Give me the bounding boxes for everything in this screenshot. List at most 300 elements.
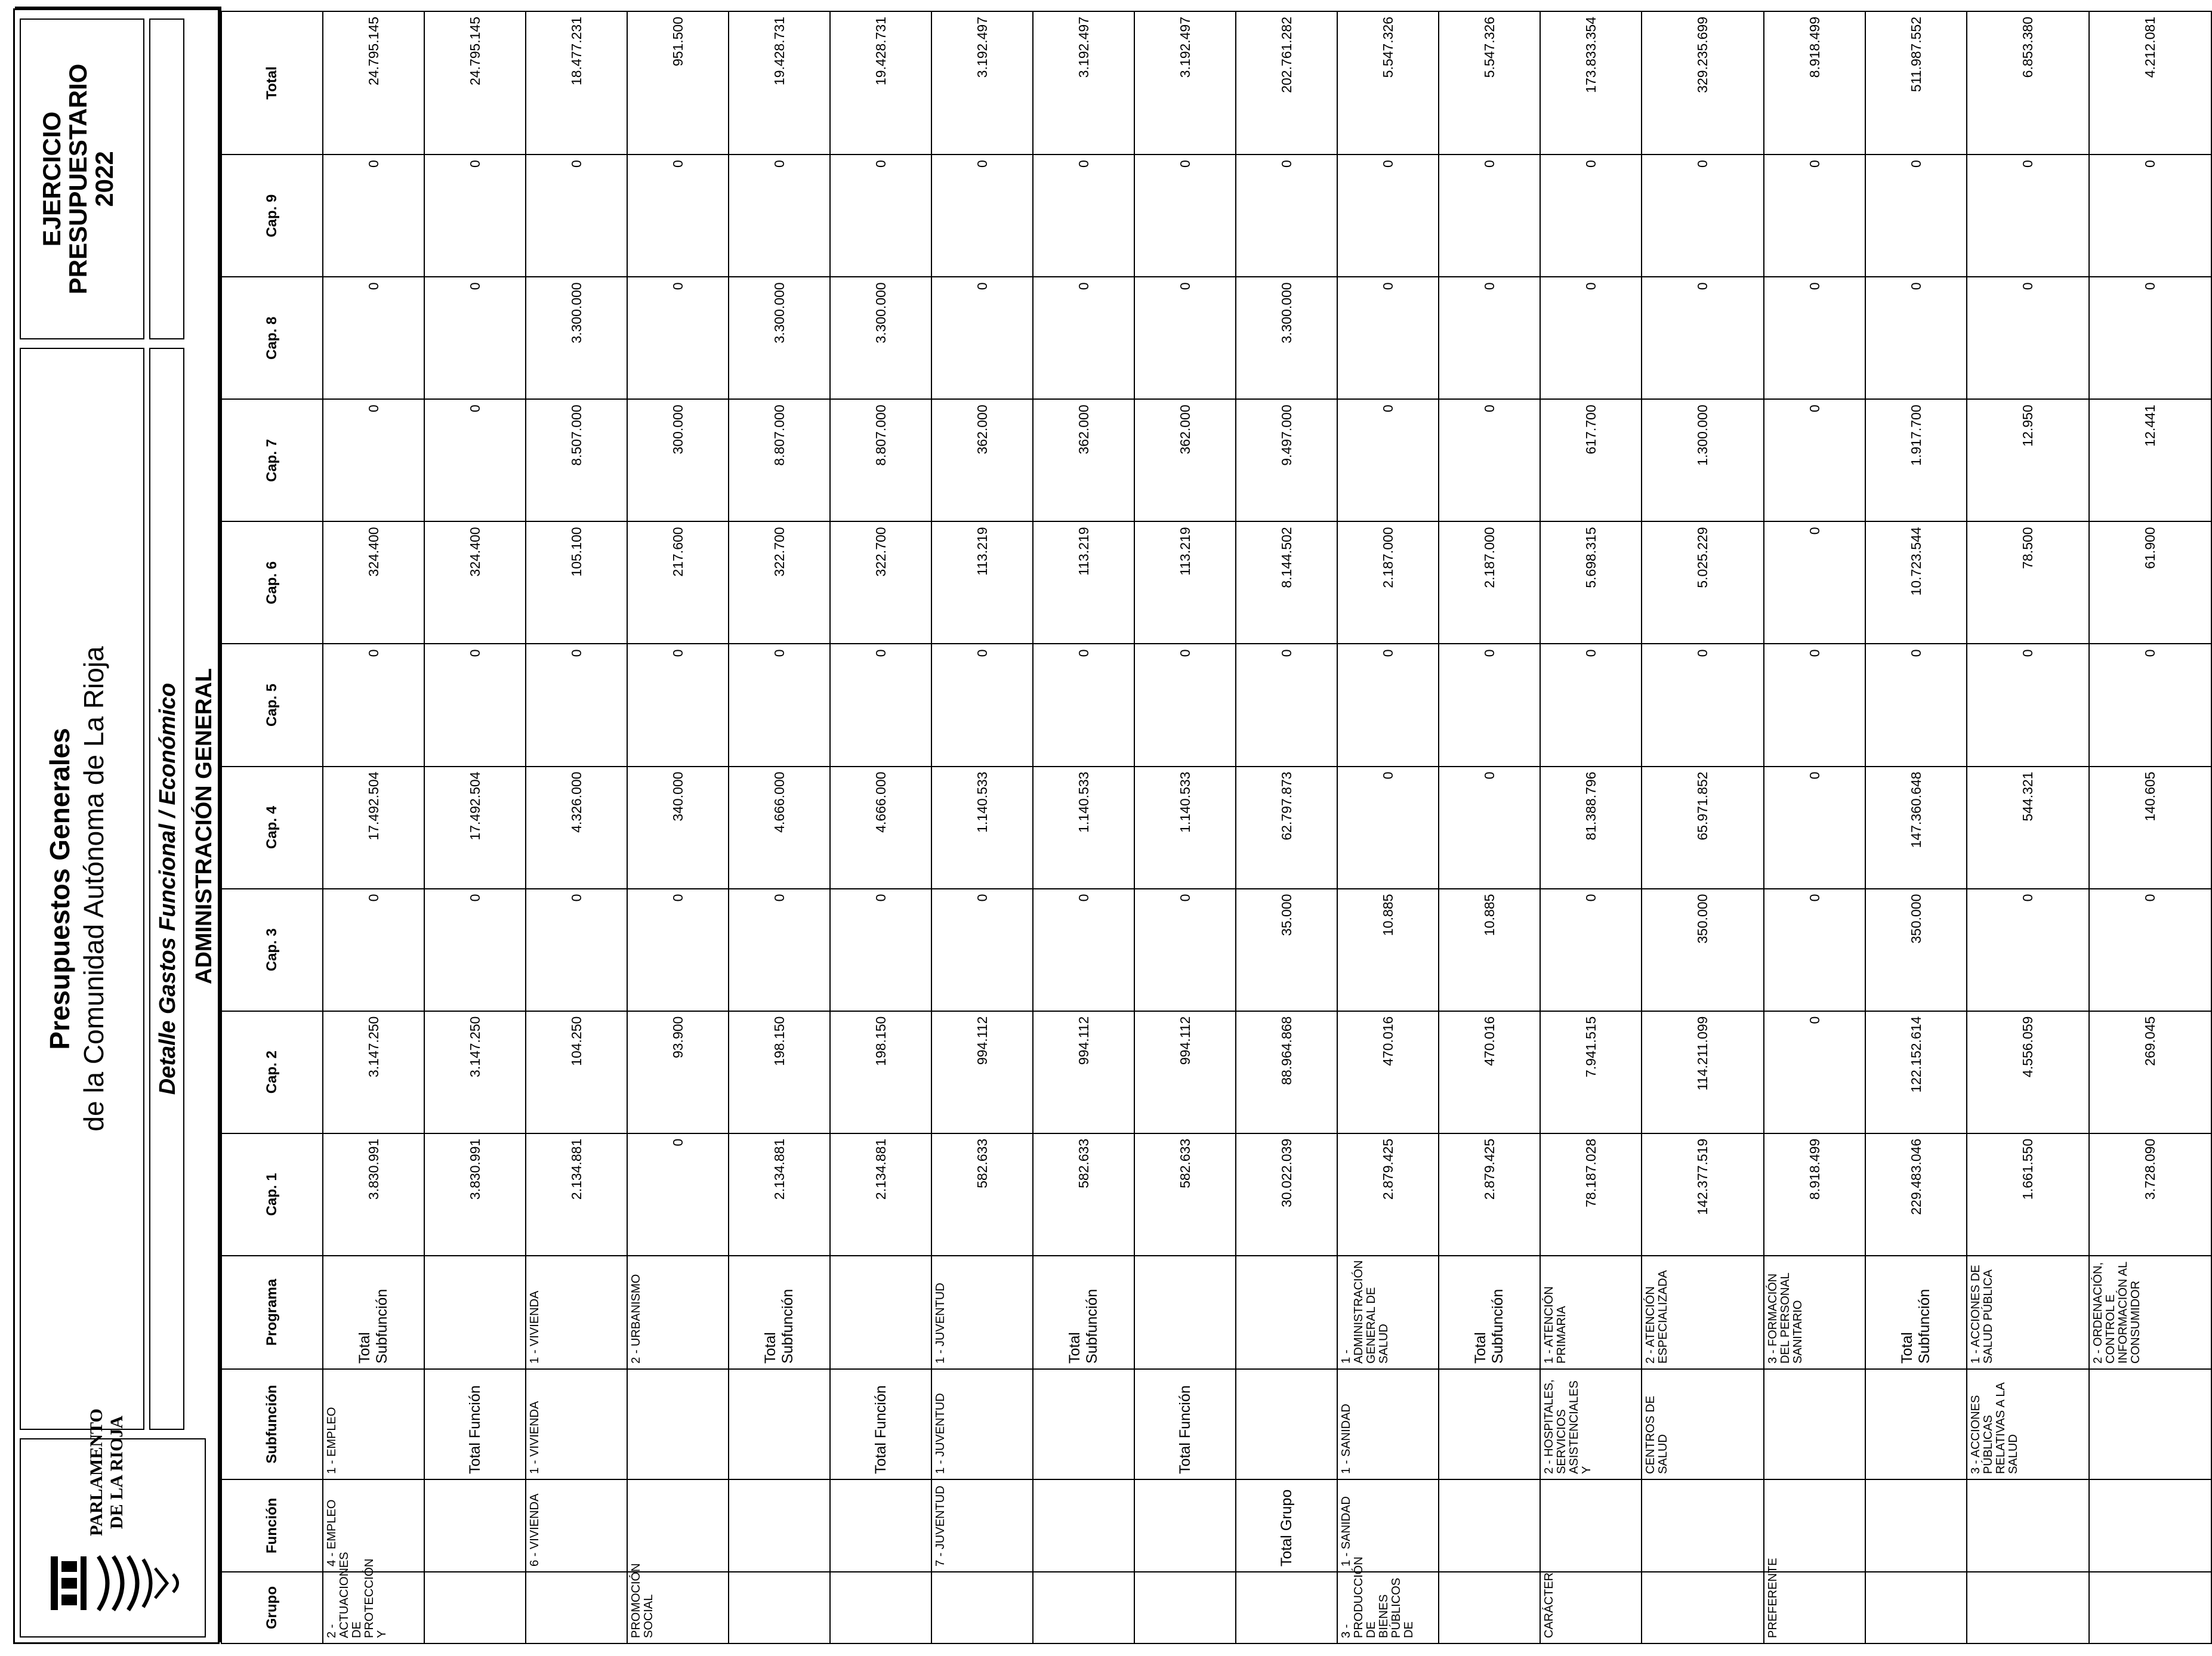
table-row: [1540, 11, 1642, 1643]
cell-grupo: [1642, 1572, 1764, 1643]
cell-value: 30.022.039: [1236, 1133, 1337, 1256]
cell-subfuncion: 1 - SANIDAD: [1337, 1369, 1439, 1479]
cell-value: 0: [1033, 644, 1134, 766]
column-header: Subfunción: [221, 1369, 323, 1479]
cell-programa: 1 - VIVIENDA: [526, 1256, 627, 1369]
cell-value: 3.192.497: [1134, 11, 1236, 155]
cell-value: 0: [1764, 889, 1865, 1011]
budget-table: [221, 11, 2212, 1644]
cell-value: 0: [1439, 277, 1540, 399]
cell-funcion: [1540, 1479, 1642, 1572]
cell-value: 0: [2089, 889, 2211, 1011]
cell-value: 300.000: [627, 399, 729, 521]
cell-grupo: [1967, 1572, 2089, 1643]
cell-value: 9.497.000: [1236, 399, 1337, 521]
column-header: Cap. 4: [221, 767, 323, 889]
cell-value: 81.388.796: [1540, 767, 1642, 889]
cell-value: 61.900: [2089, 521, 2211, 644]
cell-value: 0: [2089, 644, 2211, 766]
cell-programa: 2 - ATENCIÓN ESPECIALIZADA: [1642, 1256, 1764, 1369]
table-row: [1439, 11, 1540, 1643]
cell-funcion: [729, 1479, 830, 1572]
title-box: [20, 348, 144, 1430]
cell-programa: 1 - ATENCIÓN PRIMARIA: [1540, 1256, 1642, 1369]
cell-value: 202.761.282: [1236, 11, 1337, 155]
cell-value: 93.900: [627, 1011, 729, 1133]
cell-value: 269.045: [2089, 1011, 2211, 1133]
column-header: Programa: [221, 1256, 323, 1369]
cell-value: 0: [931, 155, 1033, 277]
cell-value: 122.152.614: [1865, 1011, 1967, 1133]
cell-value: 0: [1642, 644, 1764, 766]
cell-value: 147.360.648: [1865, 767, 1967, 889]
cell-value: 994.112: [1033, 1011, 1134, 1133]
cell-value: 0: [729, 889, 830, 1011]
cell-value: 0: [830, 889, 931, 1011]
cell-value: 4.326.000: [526, 767, 627, 889]
cell-grupo: [1439, 1572, 1540, 1643]
cell-funcion: [1967, 1479, 2089, 1572]
cell-value: 0: [931, 644, 1033, 766]
ejercicio-line2: PRESUPUESTARIO: [64, 63, 92, 295]
title-line1: Presupuestos Generales: [44, 728, 75, 1050]
cell-value: 1.140.533: [1134, 767, 1236, 889]
cell-value: 951.500: [627, 11, 729, 155]
table-row: [1236, 11, 1337, 1643]
cell-subfuncion: 2 - HOSPITALES, SERVICIOS ASISTENCIALES Y: [1540, 1369, 1642, 1479]
cell-value: 362.000: [1134, 399, 1236, 521]
cell-value: 0: [1540, 889, 1642, 1011]
cell-value: 3.147.250: [424, 1011, 526, 1133]
cell-grupo: [2089, 1572, 2211, 1643]
table-body: [323, 11, 2211, 1643]
cell-value: 544.321: [1967, 767, 2089, 889]
column-header: Función: [221, 1479, 323, 1572]
cell-value: 142.377.519: [1642, 1133, 1764, 1256]
cell-value: 0: [2089, 277, 2211, 399]
cell-subfuncion: [1764, 1369, 1865, 1479]
cell-value: 4.666.000: [729, 767, 830, 889]
cell-value: 0: [1236, 644, 1337, 766]
cell-value: 1.917.700: [1865, 399, 1967, 521]
cell-value: 8.807.000: [830, 399, 931, 521]
cell-value: 0: [526, 889, 627, 1011]
cell-value: 0: [424, 644, 526, 766]
cell-value: 229.483.046: [1865, 1133, 1967, 1256]
cell-value: 0: [1134, 889, 1236, 1011]
cell-subfuncion: [2089, 1369, 2211, 1479]
cell-value: 0: [1134, 277, 1236, 399]
table-row: [1134, 11, 1236, 1643]
cell-value: 0: [1764, 521, 1865, 644]
cell-value: 0: [1134, 644, 1236, 766]
cell-subfuncion: [627, 1369, 729, 1479]
cell-value: 6.853.380: [1967, 11, 2089, 155]
cell-value: 0: [1439, 767, 1540, 889]
table-row: [1337, 11, 1439, 1643]
cell-funcion: [1134, 1479, 1236, 1572]
cell-value: 582.633: [1134, 1133, 1236, 1256]
cell-subfuncion: 3 - ACCIONES PÚBLICAS RELATIVAS A LA SALUD: [1967, 1369, 2089, 1479]
document-header: [13, 8, 220, 1644]
cell-value: 470.016: [1337, 1011, 1439, 1133]
cell-value: 8.507.000: [526, 399, 627, 521]
cell-value: 2.187.000: [1439, 521, 1540, 644]
cell-grupo: [1134, 1572, 1236, 1643]
cell-value: 0: [1642, 155, 1764, 277]
cell-programa: 1 - JUVENTUD: [931, 1256, 1033, 1369]
cell-value: 0: [1540, 155, 1642, 277]
cell-value: 5.698.315: [1540, 521, 1642, 644]
cell-grupo: [526, 1572, 627, 1643]
ejercicio-line1: EJERCICIO: [38, 111, 66, 247]
cell-funcion: [1033, 1479, 1134, 1572]
cell-value: 12.441: [2089, 399, 2211, 521]
cell-value: 1.140.533: [931, 767, 1033, 889]
cell-value: 994.112: [931, 1011, 1033, 1133]
cell-value: 0: [1967, 155, 2089, 277]
section-title: ADMINISTRACIÓN GENERAL: [192, 668, 217, 984]
cell-value: 0: [627, 644, 729, 766]
cell-value: 322.700: [729, 521, 830, 644]
cell-value: 88.964.868: [1236, 1011, 1337, 1133]
cell-grupo: 3 - PRODUCCIÓN DE BIENES PÚBLICOS DE: [1337, 1572, 1439, 1643]
cell-programa: [1134, 1256, 1236, 1369]
cell-funcion: 7 - JUVENTUD: [931, 1479, 1033, 1572]
cell-value: 113.219: [1033, 521, 1134, 644]
cell-funcion: [830, 1479, 931, 1572]
table-row: [526, 11, 627, 1643]
cell-value: 78.187.028: [1540, 1133, 1642, 1256]
cell-funcion: 1 - SANIDAD: [1337, 1479, 1439, 1572]
column-header: Cap. 7: [221, 399, 323, 521]
cell-value: 0: [830, 644, 931, 766]
table-row: [627, 11, 729, 1643]
cell-value: 1.300.000: [1642, 399, 1764, 521]
cell-value: 0: [1337, 399, 1439, 521]
cell-grupo: [424, 1572, 526, 1643]
cell-value: 0: [1337, 277, 1439, 399]
cell-value: 0: [323, 889, 424, 1011]
cell-value: 0: [1134, 155, 1236, 277]
cell-value: 470.016: [1439, 1011, 1540, 1133]
table-row: [1764, 11, 1865, 1643]
cell-value: 8.807.000: [729, 399, 830, 521]
cell-value: 1.140.533: [1033, 767, 1134, 889]
cell-funcion: 6 - VIVIENDA: [526, 1479, 627, 1572]
cell-value: 0: [1764, 767, 1865, 889]
cell-grupo: [729, 1572, 830, 1643]
cell-value: 8.918.499: [1764, 1133, 1865, 1256]
cell-value: 362.000: [931, 399, 1033, 521]
cell-value: 62.797.873: [1236, 767, 1337, 889]
cell-value: 198.150: [830, 1011, 931, 1133]
cell-value: 35.000: [1236, 889, 1337, 1011]
cell-value: 3.300.000: [1236, 277, 1337, 399]
cell-value: 3.830.991: [323, 1133, 424, 1256]
cell-funcion: [2089, 1479, 2211, 1572]
cell-value: 0: [323, 644, 424, 766]
cell-value: 350.000: [1642, 889, 1764, 1011]
cell-value: 113.219: [931, 521, 1033, 644]
cell-programa: Total Subfunción: [1033, 1256, 1134, 1369]
cell-subfuncion: [1439, 1369, 1540, 1479]
cell-value: 0: [323, 155, 424, 277]
cell-value: 17.492.504: [323, 767, 424, 889]
cell-subfuncion: CENTROS DE SALUD: [1642, 1369, 1764, 1479]
cell-grupo: [830, 1572, 931, 1643]
cell-value: 0: [931, 889, 1033, 1011]
cell-subfuncion: Total Función: [1134, 1369, 1236, 1479]
cell-value: 0: [1540, 277, 1642, 399]
cell-grupo: PREFERENTE: [1764, 1572, 1865, 1643]
cell-value: 0: [1764, 155, 1865, 277]
cell-value: 324.400: [424, 521, 526, 644]
cell-value: 8.144.502: [1236, 521, 1337, 644]
cell-subfuncion: [729, 1369, 830, 1479]
cell-programa: [1236, 1256, 1337, 1369]
cell-value: 0: [1540, 644, 1642, 766]
cell-value: 4.212.081: [2089, 11, 2211, 155]
cell-value: 4.556.059: [1967, 1011, 2089, 1133]
cell-grupo: PROMOCIÓN SOCIAL: [627, 1572, 729, 1643]
cell-value: 0: [729, 644, 830, 766]
column-header: Cap. 8: [221, 277, 323, 399]
cell-grupo: CARÁCTER: [1540, 1572, 1642, 1643]
table-row: [1865, 11, 1967, 1643]
column-header: Cap. 2: [221, 1011, 323, 1133]
cell-programa: Total Subfunción: [1865, 1256, 1967, 1369]
cell-value: 17.492.504: [424, 767, 526, 889]
cell-grupo: 2 - ACTUACIONES DE PROTECCIÓN Y: [323, 1572, 424, 1643]
cell-value: 0: [1439, 155, 1540, 277]
cell-value: 4.666.000: [830, 767, 931, 889]
cell-value: 0: [1033, 889, 1134, 1011]
cell-value: 3.728.090: [2089, 1133, 2211, 1256]
cell-value: 0: [1764, 399, 1865, 521]
table-row: [2089, 11, 2211, 1643]
ejercicio-text: [39, 20, 118, 338]
cell-value: 3.300.000: [830, 277, 931, 399]
cell-programa: 2 - URBANISMO: [627, 1256, 729, 1369]
cell-programa: Total Subfunción: [1439, 1256, 1540, 1369]
cell-value: 350.000: [1865, 889, 1967, 1011]
table-row: [830, 11, 931, 1643]
cell-value: 0: [1764, 644, 1865, 766]
cell-value: 0: [1865, 155, 1967, 277]
cell-value: 3.192.497: [931, 11, 1033, 155]
logo-box: [20, 1408, 206, 1638]
cell-value: 0: [1967, 277, 2089, 399]
cell-value: 582.633: [931, 1133, 1033, 1256]
column-header: Cap. 9: [221, 155, 323, 277]
cell-value: 24.795.145: [424, 11, 526, 155]
column-header: Total: [221, 11, 323, 155]
cell-value: 10.885: [1337, 889, 1439, 1011]
cell-value: 0: [1337, 767, 1439, 889]
table-row: [729, 11, 830, 1643]
cell-value: 3.147.250: [323, 1011, 424, 1133]
cell-grupo: [1865, 1572, 1967, 1643]
table-row: [1642, 11, 1764, 1643]
ejercicio-year: 2022: [90, 151, 118, 207]
table-row: [424, 11, 526, 1643]
cell-programa: Total Subfunción: [323, 1256, 424, 1369]
cell-funcion: [1865, 1479, 1967, 1572]
cell-grupo: [1236, 1572, 1337, 1643]
column-header: Grupo: [221, 1572, 323, 1643]
subtitle-box: [149, 348, 184, 1430]
cell-value: 617.700: [1540, 399, 1642, 521]
cell-grupo: [931, 1572, 1033, 1643]
cell-funcion: [1439, 1479, 1540, 1572]
cell-value: 217.600: [627, 521, 729, 644]
cell-value: 0: [1764, 1011, 1865, 1133]
cell-value: 0: [323, 399, 424, 521]
cell-subfuncion: 1 - VIVIENDA: [526, 1369, 627, 1479]
cell-value: 18.477.231: [526, 11, 627, 155]
cell-value: 0: [1967, 889, 2089, 1011]
cell-value: 511.987.552: [1865, 11, 1967, 155]
cell-value: 0: [2089, 155, 2211, 277]
cell-value: 0: [1236, 155, 1337, 277]
cell-programa: [424, 1256, 526, 1369]
cell-value: 2.134.881: [729, 1133, 830, 1256]
cell-value: 994.112: [1134, 1011, 1236, 1133]
cell-value: 113.219: [1134, 521, 1236, 644]
cell-value: 2.187.000: [1337, 521, 1439, 644]
cell-value: 173.833.354: [1540, 11, 1642, 155]
cell-value: 2.134.881: [830, 1133, 931, 1256]
cell-subfuncion: Total Función: [424, 1369, 526, 1479]
column-header: Cap. 5: [221, 644, 323, 766]
cell-value: 7.941.515: [1540, 1011, 1642, 1133]
table-row: [1033, 11, 1134, 1643]
cell-value: 5.547.326: [1439, 11, 1540, 155]
cell-value: 0: [1439, 399, 1540, 521]
cell-subfuncion: Total Función: [830, 1369, 931, 1479]
cell-value: 0: [1439, 644, 1540, 766]
cell-programa: 2 - ORDENACIÓN, CONTROL E INFORMACIÓN AL CONSUMIDOR: [2089, 1256, 2211, 1369]
ejercicio-sub-box: [149, 18, 184, 339]
cell-subfuncion: 1 - EMPLEO: [323, 1369, 424, 1479]
cell-value: 0: [1967, 644, 2089, 766]
cell-value: 78.500: [1967, 521, 2089, 644]
cell-value: 0: [1337, 644, 1439, 766]
cell-value: 0: [424, 277, 526, 399]
cell-funcion: [627, 1479, 729, 1572]
parliament-logo-icon: [45, 1544, 194, 1622]
cell-value: 3.300.000: [729, 277, 830, 399]
parliament-line1: PARLAMENTO: [87, 1408, 106, 1536]
cell-value: 5.547.326: [1337, 11, 1439, 155]
cell-value: 322.700: [830, 521, 931, 644]
cell-programa: Total Subfunción: [729, 1256, 830, 1369]
cell-value: 3.192.497: [1033, 11, 1134, 155]
table-row: [1967, 11, 2089, 1643]
title-line2: de la Comunidad Autónoma de La Rioja: [78, 646, 109, 1132]
cell-value: 114.211.099: [1642, 1011, 1764, 1133]
cell-value: 0: [830, 155, 931, 277]
cell-value: 104.250: [526, 1011, 627, 1133]
column-header: Cap. 3: [221, 889, 323, 1011]
cell-programa: 1 - ACCIONES DE SALUD PÚBLICA: [1967, 1256, 2089, 1369]
cell-value: 65.971.852: [1642, 767, 1764, 889]
cell-value: 0: [1642, 277, 1764, 399]
cell-value: 140.605: [2089, 767, 2211, 889]
cell-subfuncion: 1 - JUVENTUD: [931, 1369, 1033, 1479]
cell-value: 340.000: [627, 767, 729, 889]
cell-programa: [830, 1256, 931, 1369]
ejercicio-box: [20, 18, 144, 339]
cell-value: 19.428.731: [729, 11, 830, 155]
cell-value: 10.885: [1439, 889, 1540, 1011]
cell-value: 582.633: [1033, 1133, 1134, 1256]
cell-subfuncion: [1033, 1369, 1134, 1479]
cell-value: 12.950: [1967, 399, 2089, 521]
cell-value: 324.400: [323, 521, 424, 644]
cell-value: 105.100: [526, 521, 627, 644]
cell-value: 0: [729, 155, 830, 277]
cell-value: 0: [1337, 155, 1439, 277]
column-header: Cap. 1: [221, 1133, 323, 1256]
cell-subfuncion: [1236, 1369, 1337, 1479]
cell-programa: 1 - ADMINISTRACIÓN GENERAL DE SALUD: [1337, 1256, 1439, 1369]
cell-value: 0: [424, 155, 526, 277]
cell-value: 0: [1764, 277, 1865, 399]
cell-value: 198.150: [729, 1011, 830, 1133]
cell-value: 0: [931, 277, 1033, 399]
table-header-row: [221, 11, 323, 1643]
column-header: Cap. 6: [221, 521, 323, 644]
cell-value: 2.134.881: [526, 1133, 627, 1256]
cell-value: 0: [424, 399, 526, 521]
cell-value: 3.300.000: [526, 277, 627, 399]
table-row: [323, 11, 424, 1643]
cell-subfuncion: [1865, 1369, 1967, 1479]
cell-value: 2.879.425: [1439, 1133, 1540, 1256]
cell-value: 329.235.699: [1642, 11, 1764, 155]
cell-value: 19.428.731: [830, 11, 931, 155]
cell-value: 0: [1865, 277, 1967, 399]
subtitle: Detalle Gastos Funcional / Económico: [155, 682, 180, 1095]
table-row: [931, 11, 1033, 1643]
cell-funcion: [424, 1479, 526, 1572]
cell-value: 0: [526, 155, 627, 277]
cell-value: 10.723.544: [1865, 521, 1967, 644]
cell-value: 5.025.229: [1642, 521, 1764, 644]
cell-funcion: Total Grupo: [1236, 1479, 1337, 1572]
cell-value: 362.000: [1033, 399, 1134, 521]
cell-value: 0: [627, 1133, 729, 1256]
cell-value: 1.661.550: [1967, 1133, 2089, 1256]
cell-value: 0: [627, 889, 729, 1011]
cell-value: 0: [627, 155, 729, 277]
cell-value: 2.879.425: [1337, 1133, 1439, 1256]
cell-value: 0: [424, 889, 526, 1011]
cell-value: 3.830.991: [424, 1133, 526, 1256]
cell-value: 0: [1033, 277, 1134, 399]
cell-funcion: 4 - EMPLEO: [323, 1479, 424, 1572]
cell-value: 0: [323, 277, 424, 399]
cell-programa: 3 - FORMACIÓN DEL PERSONAL SANITARIO: [1764, 1256, 1865, 1369]
cell-funcion: [1642, 1479, 1764, 1572]
cell-value: 0: [627, 277, 729, 399]
cell-value: 0: [1865, 644, 1967, 766]
cell-value: 0: [526, 644, 627, 766]
cell-grupo: [1033, 1572, 1134, 1643]
cell-value: 8.918.499: [1764, 11, 1865, 155]
